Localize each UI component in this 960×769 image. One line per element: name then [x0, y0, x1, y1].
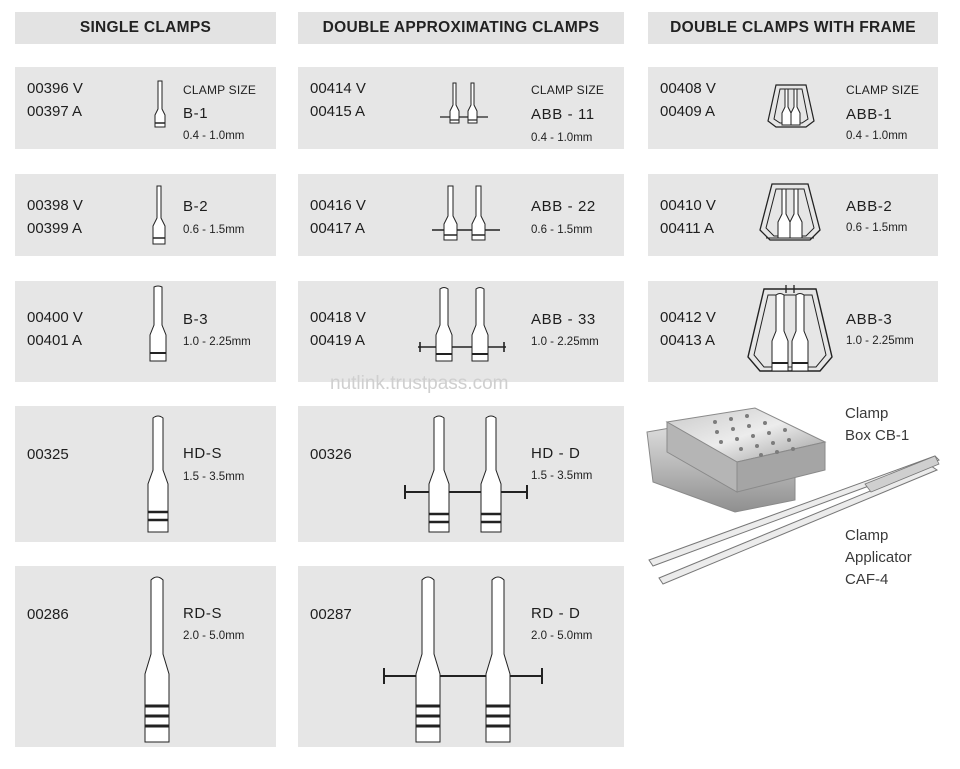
- frame-clamp-icon: [758, 180, 822, 250]
- frame-clamp-card-abb3: [648, 281, 938, 382]
- clamp-range: 1.0 - 2.25mm: [183, 336, 251, 348]
- product-codes: 00410 V 00411 A: [660, 197, 716, 237]
- double-clamp-icon: [432, 186, 502, 246]
- double-clamp-card-hdd: [298, 406, 624, 542]
- single-clamp-card-hds: [15, 406, 276, 542]
- clamp-size: ABB-2: [846, 198, 893, 215]
- double-clamp-card-abb11: [298, 67, 624, 149]
- clamp-size: ABB-1: [846, 106, 893, 123]
- product-codes: 00400 V 00401 A: [27, 309, 83, 349]
- frame-clamp-icon: [746, 283, 834, 379]
- clamp-size-caption: CLAMP SIZE: [846, 83, 920, 97]
- single-clamp-card-rds: [15, 566, 276, 747]
- clamp-size: ABB - 22: [531, 198, 596, 215]
- clamp-range: 0.4 - 1.0mm: [183, 130, 245, 142]
- single-clamp-card-b2: [15, 174, 276, 256]
- product-codes: 00326: [310, 446, 352, 463]
- product-codes: 00408 V 00409 A: [660, 80, 716, 120]
- clamp-range: 1.5 - 3.5mm: [183, 471, 245, 483]
- clamp-range: 0.4 - 1.0mm: [846, 130, 908, 142]
- double-clamp-icon: [378, 574, 548, 746]
- clamp-box-label: Clamp Box CB-1: [845, 405, 910, 444]
- single-clamp-card-b1: [15, 67, 276, 149]
- clamp-size: HD - D: [531, 445, 581, 462]
- product-codes: 00416 V 00417 A: [310, 197, 366, 237]
- clamp-size: ABB-3: [846, 311, 893, 328]
- header-double-clamps-with-frame: DOUBLE CLAMPS WITH FRAME: [648, 12, 938, 44]
- single-clamp-icon: [146, 287, 170, 367]
- single-clamp-icon: [139, 574, 175, 744]
- single-clamp-card-b3: [15, 281, 276, 382]
- header-double-approximating-clamps: DOUBLE APPROXIMATING CLAMPS: [298, 12, 624, 44]
- double-clamp-card-abb33: [298, 281, 624, 382]
- clamp-range: 0.6 - 1.5mm: [846, 222, 908, 234]
- clamp-size: ABB - 33: [531, 311, 596, 328]
- product-codes: 00418 V 00419 A: [310, 309, 366, 349]
- double-clamp-card-abb22: [298, 174, 624, 256]
- product-codes: 00396 V 00397 A: [27, 80, 83, 120]
- double-clamp-icon: [418, 287, 508, 367]
- clamp-size: ABB - 11: [531, 106, 595, 123]
- clamp-size: RD - D: [531, 605, 581, 622]
- frame-clamp-card-abb1: [648, 67, 938, 149]
- clamp-size: B-3: [183, 311, 209, 328]
- clamp-size: RD-S: [183, 605, 223, 622]
- clamp-applicator-label: Clamp Applicator CAF-4: [845, 527, 912, 588]
- clamp-size-caption: CLAMP SIZE: [183, 83, 257, 97]
- clamp-range: 1.0 - 2.25mm: [531, 336, 599, 348]
- product-codes: 00414 V 00415 A: [310, 80, 366, 120]
- product-codes: 00398 V 00399 A: [27, 197, 83, 237]
- clamp-size-caption: CLAMP SIZE: [531, 83, 605, 97]
- product-codes: 00287: [310, 606, 352, 623]
- header-single-clamps: SINGLE CLAMPS: [15, 12, 276, 44]
- clamp-box-image: [647, 408, 825, 512]
- clamp-range: 0.4 - 1.0mm: [531, 132, 593, 144]
- product-codes: 00325: [27, 446, 69, 463]
- clamp-range: 0.6 - 1.5mm: [531, 224, 593, 236]
- clamp-size: HD-S: [183, 445, 223, 462]
- double-clamp-icon: [402, 414, 532, 536]
- clamp-size: B-1: [183, 105, 209, 122]
- product-codes: 00286: [27, 606, 69, 623]
- double-clamp-card-rdd: [298, 566, 624, 747]
- single-clamp-icon: [149, 186, 169, 246]
- clamp-size: B-2: [183, 198, 209, 215]
- clamp-range: 0.6 - 1.5mm: [183, 224, 245, 236]
- single-clamp-icon: [151, 81, 171, 141]
- frame-clamp-icon: [766, 81, 816, 135]
- double-clamp-icon: [440, 83, 490, 133]
- clamp-range: 2.0 - 5.0mm: [183, 630, 245, 642]
- single-clamp-icon: [143, 414, 173, 534]
- clamp-range: 1.5 - 3.5mm: [531, 470, 593, 482]
- clamp-range: 1.0 - 2.25mm: [846, 335, 914, 347]
- clamp-range: 2.0 - 5.0mm: [531, 630, 593, 642]
- watermark: nutlink.trustpass.com: [330, 373, 509, 394]
- product-codes: 00412 V 00413 A: [660, 309, 716, 349]
- frame-clamp-card-abb2: [648, 174, 938, 256]
